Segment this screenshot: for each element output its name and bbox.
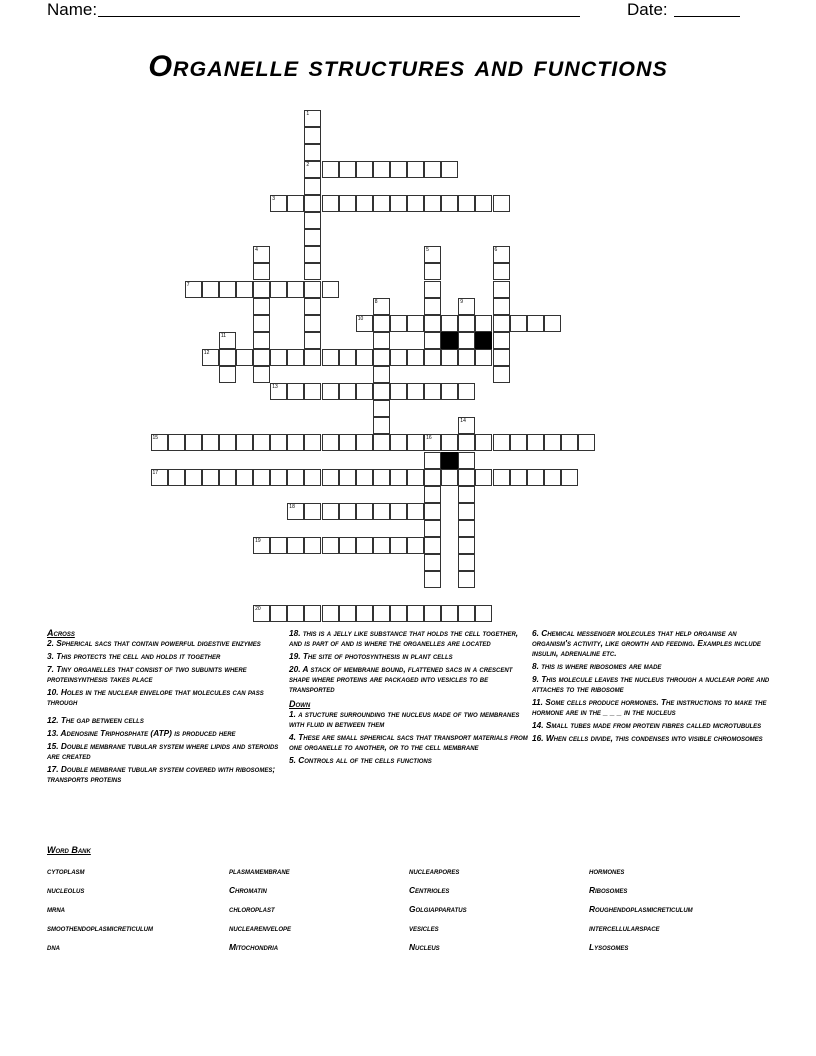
clue-number: 8 (374, 298, 378, 305)
grid-cell[interactable] (407, 383, 424, 400)
grid-cell[interactable] (356, 195, 373, 212)
down-clue: 11. Some cells produce hormones. The instructions to make the hormone are in the _ _ _ in the nucleus (532, 697, 767, 717)
grid-cell[interactable] (458, 332, 475, 349)
grid-cell[interactable] (373, 400, 390, 417)
clue-number: 18 (289, 503, 295, 510)
grid-cell[interactable] (236, 349, 253, 366)
grid-cell[interactable] (356, 537, 373, 554)
grid-cell[interactable] (253, 246, 270, 263)
grid-cell[interactable] (458, 417, 475, 434)
grid-cell[interactable] (373, 434, 390, 451)
grid-cell[interactable] (202, 469, 219, 486)
grid-cell[interactable] (544, 469, 561, 486)
grid-cell[interactable] (304, 281, 321, 298)
grid-cell[interactable] (304, 263, 321, 280)
clue-number: 12 (203, 349, 210, 356)
grid-cell[interactable] (270, 195, 287, 212)
grid-cell[interactable] (253, 281, 270, 298)
grid-cell[interactable] (253, 605, 270, 622)
across-clue: 13. Adenosine Triphosphate (ATP) is produced here (47, 728, 236, 738)
grid-cell[interactable] (390, 161, 407, 178)
grid-cell[interactable] (304, 161, 321, 178)
grid-cell[interactable] (373, 161, 390, 178)
word-bank-item: Lysosomes (589, 942, 629, 952)
grid-cell[interactable] (527, 469, 544, 486)
grid-cell[interactable] (424, 486, 441, 503)
grid-cell[interactable] (202, 434, 219, 451)
clue-number: 19 (255, 538, 261, 544)
grid-cell[interactable] (304, 195, 321, 212)
grid-cell[interactable] (424, 520, 441, 537)
grid-cell[interactable] (322, 503, 339, 520)
clue-number: 11 (220, 332, 227, 339)
grid-cell[interactable] (236, 469, 253, 486)
word-bank-item: smoothendoplasmicreticulum (47, 923, 153, 933)
grid-cell[interactable] (493, 366, 510, 383)
grid-cell[interactable] (407, 195, 424, 212)
grid-cell[interactable] (185, 281, 202, 298)
grid-cell[interactable] (458, 537, 475, 554)
grid-cell[interactable] (458, 554, 475, 571)
word-bank-item: Nucleus (409, 942, 440, 952)
grid-cell[interactable] (458, 486, 475, 503)
grid-cell[interactable] (253, 349, 270, 366)
down-clue: 6. Chemical messenger molecules that help organise an organism's activity, like growth and feeding. Examples include insulin, adrenaline etc. (532, 628, 761, 658)
word-bank-item: nuclearenvelope (229, 923, 292, 933)
grid-cell[interactable] (253, 298, 270, 315)
grid-cell[interactable] (527, 434, 544, 451)
grid-cell[interactable] (407, 605, 424, 622)
grid-cell[interactable] (322, 537, 339, 554)
across-clue: 3. This protects the cell and holds it together (47, 651, 221, 661)
grid-cell[interactable] (219, 332, 236, 349)
grid-cell[interactable] (304, 178, 321, 195)
clue-number: 2 (306, 161, 310, 168)
grid-cell[interactable] (424, 195, 441, 212)
word-bank-item: Centrioles (409, 885, 450, 895)
grid-cell[interactable] (475, 195, 492, 212)
grid-cell[interactable] (270, 434, 287, 451)
down-heading: Down (289, 699, 311, 709)
grid-cell[interactable] (304, 298, 321, 315)
grid-cell[interactable] (424, 263, 441, 280)
word-bank-item: plasmamembrane (229, 866, 290, 876)
grid-cell[interactable] (219, 469, 236, 486)
grid-cell[interactable] (339, 161, 356, 178)
grid-cell[interactable] (510, 315, 527, 332)
grid-cell[interactable] (322, 605, 339, 622)
grid-cell[interactable] (424, 161, 441, 178)
clue-number: 16 (426, 435, 432, 442)
grid-cell[interactable] (407, 469, 424, 486)
grid-cell[interactable] (458, 605, 475, 622)
grid-cell[interactable] (219, 349, 236, 366)
clue-number: 4 (255, 247, 258, 254)
word-bank-heading: Word Bank (47, 845, 91, 855)
grid-cell[interactable] (424, 298, 441, 315)
grid-cell[interactable] (424, 537, 441, 554)
clue-number: 7 (186, 281, 190, 288)
grid-cell[interactable] (253, 263, 270, 280)
grid-cell[interactable] (407, 349, 424, 366)
clue-number: 3 (272, 196, 275, 202)
grid-cell[interactable] (287, 349, 304, 366)
grid-cell[interactable] (253, 469, 270, 486)
grid-cell[interactable] (356, 434, 373, 451)
grid-cell[interactable] (424, 246, 441, 263)
grid-cell[interactable] (219, 366, 236, 383)
grid-cell[interactable] (322, 383, 339, 400)
grid-cell[interactable] (356, 161, 373, 178)
grid-cell[interactable] (168, 434, 185, 451)
clue-number: 10 (357, 315, 364, 322)
grid-cell[interactable] (304, 383, 321, 400)
grid-cell[interactable] (356, 383, 373, 400)
grid-cell[interactable] (458, 315, 475, 332)
grid-cell[interactable] (424, 605, 441, 622)
grid-cell[interactable] (373, 349, 390, 366)
grid-cell[interactable] (475, 315, 492, 332)
grid-cell[interactable] (253, 537, 270, 554)
word-bank-item: hormones (589, 866, 625, 876)
down-clue: 5. Controls all of the cells functions (289, 755, 432, 765)
word-bank-item: intercellularspace (589, 923, 660, 933)
grid-cell[interactable] (561, 469, 578, 486)
grid-cell[interactable] (253, 315, 270, 332)
grid-cell[interactable] (287, 503, 304, 520)
across-heading: Across (47, 628, 75, 638)
black-cell (441, 332, 458, 349)
grid-cell[interactable] (287, 195, 304, 212)
grid-cell[interactable] (458, 383, 475, 400)
grid-cell[interactable] (458, 571, 475, 588)
clues-column-3 (532, 628, 772, 746)
grid-cell[interactable] (322, 434, 339, 451)
grid-cell[interactable] (270, 537, 287, 554)
word-bank-item: dna (47, 942, 60, 952)
word-bank-item: mrna (47, 904, 65, 914)
across-clue: 18. this is a jelly like substance that holds the cell together, and is part of and is where the organelles are located (289, 628, 519, 648)
grid-cell[interactable] (219, 281, 236, 298)
grid-cell[interactable] (339, 195, 356, 212)
grid-cell[interactable] (493, 263, 510, 280)
grid-cell[interactable] (304, 246, 321, 263)
grid-cell[interactable] (270, 605, 287, 622)
grid-cell[interactable] (493, 195, 510, 212)
grid-cell[interactable] (373, 417, 390, 434)
name-field[interactable] (98, 16, 580, 17)
grid-cell[interactable] (424, 332, 441, 349)
date-field[interactable] (674, 16, 740, 17)
grid-cell[interactable] (390, 434, 407, 451)
grid-cell[interactable] (356, 315, 373, 332)
grid-cell[interactable] (339, 605, 356, 622)
grid-cell[interactable] (287, 469, 304, 486)
grid-cell[interactable] (475, 605, 492, 622)
grid-cell[interactable] (304, 605, 321, 622)
grid-cell[interactable] (441, 349, 458, 366)
grid-cell[interactable] (287, 537, 304, 554)
grid-cell[interactable] (458, 434, 475, 451)
grid-cell[interactable] (339, 349, 356, 366)
clue-number: 20 (255, 606, 261, 613)
grid-cell[interactable] (475, 434, 492, 451)
clue-number: 17 (152, 469, 159, 476)
grid-cell[interactable] (253, 332, 270, 349)
grid-cell[interactable] (390, 195, 407, 212)
grid-cell[interactable] (424, 349, 441, 366)
grid-cell[interactable] (424, 281, 441, 298)
across-clue: 2. Spherical sacs that contain powerful digestive enzymes (47, 638, 261, 648)
grid-cell[interactable] (304, 110, 321, 127)
crossword-grid (151, 110, 751, 630)
grid-cell[interactable] (458, 469, 475, 486)
grid-cell[interactable] (441, 383, 458, 400)
grid-cell[interactable] (287, 383, 304, 400)
grid-cell[interactable] (339, 469, 356, 486)
down-clue: 14. Small tubes made from protein fibres called microtubules (532, 720, 762, 730)
grid-cell[interactable] (219, 434, 236, 451)
grid-cell[interactable] (304, 349, 321, 366)
word-bank-item: Mitochondria (229, 942, 279, 952)
down-clue: 4. These are small spherical sacs that transport materials from one organelle to another, or to the cell membrane (289, 732, 528, 752)
grid-cell[interactable] (322, 281, 339, 298)
grid-cell[interactable] (544, 434, 561, 451)
across-clue: 7. Tiny organelles that consist of two subunits where proteinsynthesis takes place (47, 664, 247, 684)
grid-cell[interactable] (407, 434, 424, 451)
grid-cell[interactable] (510, 434, 527, 451)
grid-cell[interactable] (527, 315, 544, 332)
across-clue: 19. The site of photosynthesis in plant cells (289, 651, 453, 661)
grid-cell[interactable] (390, 503, 407, 520)
date-label: Date: (627, 0, 668, 19)
grid-cell[interactable] (236, 434, 253, 451)
grid-cell[interactable] (356, 503, 373, 520)
grid-cell[interactable] (373, 469, 390, 486)
grid-cell[interactable] (424, 469, 441, 486)
grid-cell[interactable] (322, 161, 339, 178)
grid-cell[interactable] (493, 469, 510, 486)
word-bank-item: Golgiapparatus (409, 904, 467, 914)
down-clue: 9. This molecule leaves the nucleus through a nuclear pore and attaches to the ribosome (532, 674, 770, 694)
grid-cell[interactable] (253, 434, 270, 451)
grid-cell[interactable] (168, 469, 185, 486)
clue-number: 9 (460, 298, 464, 305)
black-cell (441, 452, 458, 469)
grid-cell[interactable] (373, 298, 390, 315)
grid-cell[interactable] (304, 229, 321, 246)
grid-cell[interactable] (185, 434, 202, 451)
grid-cell[interactable] (373, 537, 390, 554)
grid-cell[interactable] (424, 503, 441, 520)
grid-cell[interactable] (390, 383, 407, 400)
clue-number: 15 (152, 435, 159, 442)
grid-cell[interactable] (202, 281, 219, 298)
grid-cell[interactable] (493, 315, 510, 332)
grid-cell[interactable] (475, 349, 492, 366)
down-clue: 8. this is where ribosomes are made (532, 661, 662, 671)
grid-cell[interactable] (390, 469, 407, 486)
grid-cell[interactable] (270, 469, 287, 486)
grid-cell[interactable] (373, 366, 390, 383)
word-bank-item: vesicles (409, 923, 439, 933)
down-clue: 1. a stucture surrounding the nucleus made of two membranes with fluid in between them (289, 709, 520, 729)
grid-cell[interactable] (458, 520, 475, 537)
grid-cell[interactable] (151, 469, 168, 486)
grid-cell[interactable] (304, 144, 321, 161)
grid-cell[interactable] (493, 332, 510, 349)
grid-cell[interactable] (339, 383, 356, 400)
grid-cell[interactable] (339, 503, 356, 520)
word-bank-item: Ribosomes (589, 885, 628, 895)
grid-cell[interactable] (510, 469, 527, 486)
grid-cell[interactable] (304, 212, 321, 229)
grid-cell[interactable] (424, 434, 441, 451)
clue-number: 1 (306, 110, 310, 117)
grid-cell[interactable] (304, 537, 321, 554)
grid-cell[interactable] (185, 469, 202, 486)
grid-cell[interactable] (390, 537, 407, 554)
grid-cell[interactable] (322, 195, 339, 212)
grid-cell[interactable] (304, 127, 321, 144)
grid-cell[interactable] (373, 195, 390, 212)
grid-cell[interactable] (493, 298, 510, 315)
across-clue: 20. A stack of membrane bound, flattened sacs in a crescent shape where proteins are packaged into vesicles to be transported (289, 664, 513, 694)
grid-cell[interactable] (458, 195, 475, 212)
grid-cell[interactable] (356, 605, 373, 622)
grid-cell[interactable] (578, 434, 595, 451)
grid-cell[interactable] (151, 434, 168, 451)
down-clue: 16. When cells divide, this condenses into visible chromosomes (532, 733, 763, 743)
grid-cell[interactable] (458, 298, 475, 315)
grid-cell[interactable] (458, 452, 475, 469)
grid-cell[interactable] (424, 571, 441, 588)
grid-cell[interactable] (493, 246, 510, 263)
across-clue: 12. The gap between cells (47, 715, 144, 725)
grid-cell[interactable] (373, 503, 390, 520)
grid-cell[interactable] (270, 349, 287, 366)
grid-cell[interactable] (373, 383, 390, 400)
across-clue: 17. Double membrane tubular system covered with ribosomes; transports proteins (47, 764, 276, 784)
grid-cell[interactable] (339, 537, 356, 554)
grid-cell[interactable] (304, 469, 321, 486)
clue-number: 6 (494, 247, 498, 254)
grid-cell[interactable] (441, 605, 458, 622)
grid-cell[interactable] (407, 315, 424, 332)
grid-cell[interactable] (304, 332, 321, 349)
grid-cell[interactable] (202, 349, 219, 366)
grid-cell[interactable] (270, 281, 287, 298)
grid-cell[interactable] (304, 315, 321, 332)
grid-cell[interactable] (544, 315, 561, 332)
grid-cell[interactable] (424, 315, 441, 332)
grid-cell[interactable] (493, 349, 510, 366)
grid-cell[interactable] (458, 503, 475, 520)
grid-cell[interactable] (441, 469, 458, 486)
word-bank-item: cytoplasm (47, 866, 85, 876)
word-bank-item: nuclearpores (409, 866, 460, 876)
grid-cell[interactable] (390, 605, 407, 622)
grid-cell[interactable] (356, 469, 373, 486)
grid-cell[interactable] (339, 434, 356, 451)
grid-cell[interactable] (287, 281, 304, 298)
grid-cell[interactable] (253, 366, 270, 383)
clue-number: 13 (272, 384, 278, 391)
word-bank-item: Chromatin (229, 885, 267, 895)
grid-cell[interactable] (373, 605, 390, 622)
clue-number: 14 (460, 418, 466, 425)
across-clue: 10. Holes in the nuclear envelope that molecules can pass through (47, 687, 264, 707)
name-label: Name: (47, 0, 98, 19)
grid-cell[interactable] (322, 349, 339, 366)
word-bank-item: Roughendoplasmicreticulum (589, 904, 693, 914)
black-cell (475, 332, 492, 349)
grid-cell[interactable] (458, 349, 475, 366)
across-clue: 15. Double membrane tubular system where lipids and steroids are created (47, 741, 279, 761)
clues-column-2 (289, 628, 531, 768)
grid-cell[interactable] (441, 315, 458, 332)
word-bank-item: nucleolus (47, 885, 85, 895)
grid-cell[interactable] (390, 349, 407, 366)
grid-cell[interactable] (424, 452, 441, 469)
grid-cell[interactable] (373, 315, 390, 332)
grid-cell[interactable] (322, 469, 339, 486)
clue-number: 5 (426, 247, 429, 254)
grid-cell[interactable] (373, 332, 390, 349)
grid-cell[interactable] (493, 281, 510, 298)
word-bank-item: chloroplast (229, 904, 275, 914)
grid-cell[interactable] (407, 503, 424, 520)
grid-cell[interactable] (561, 434, 578, 451)
grid-cell[interactable] (270, 383, 287, 400)
grid-cell[interactable] (475, 469, 492, 486)
grid-cell[interactable] (493, 434, 510, 451)
grid-cell[interactable] (441, 434, 458, 451)
grid-cell[interactable] (356, 349, 373, 366)
grid-cell[interactable] (407, 537, 424, 554)
clues-column-1 (47, 628, 287, 787)
page-title: Organelle structures and functions (148, 50, 668, 83)
grid-cell[interactable] (441, 195, 458, 212)
grid-cell[interactable] (304, 503, 321, 520)
grid-cell[interactable] (287, 434, 304, 451)
grid-cell[interactable] (304, 434, 321, 451)
grid-cell[interactable] (236, 281, 253, 298)
grid-cell[interactable] (424, 554, 441, 571)
grid-cell[interactable] (390, 315, 407, 332)
grid-cell[interactable] (441, 161, 458, 178)
grid-cell[interactable] (424, 383, 441, 400)
grid-cell[interactable] (407, 161, 424, 178)
grid-cell[interactable] (287, 605, 304, 622)
